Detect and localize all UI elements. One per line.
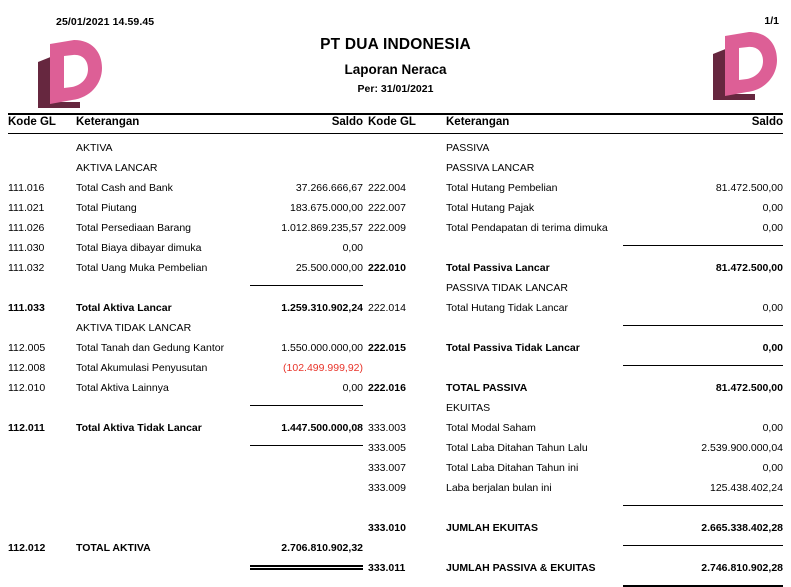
table-section-row: [368, 142, 783, 162]
aktiva-rows: [8, 142, 363, 562]
row-saldo: 1.447.500.000,08: [281, 422, 363, 434]
table-row: [8, 202, 363, 222]
row-keterangan: Total Piutang: [76, 202, 137, 214]
row-kode-gl: 222.007: [368, 202, 406, 214]
table-section-row: [8, 162, 363, 182]
row-kode-gl: 333.007: [368, 462, 406, 474]
row-keterangan: Total Hutang Pembelian: [446, 182, 558, 194]
row-keterangan: Total Hutang Tidak Lancar: [446, 302, 568, 314]
table-row: [8, 542, 363, 562]
row-kode-gl: 222.014: [368, 302, 406, 314]
table-row: [8, 262, 363, 282]
row-saldo: 1.012.869.235,57: [281, 222, 363, 234]
row-keterangan: Total Laba Ditahan Tahun ini: [446, 462, 579, 474]
row-keterangan: Total Biaya dibayar dimuka: [76, 242, 202, 254]
row-kode-gl: 111.026: [8, 222, 45, 234]
row-saldo: 25.500.000,00: [295, 262, 363, 274]
table-row: [8, 382, 363, 402]
row-saldo: 0,00: [762, 222, 783, 234]
row-kode-gl: 333.009: [368, 482, 406, 494]
table-row: [368, 262, 783, 282]
row-keterangan: AKTIVA LANCAR: [76, 162, 158, 174]
table-row-spacer: [8, 282, 363, 302]
aktiva-column-header: [8, 116, 363, 133]
row-kode-gl: 222.015: [368, 342, 406, 354]
row-keterangan: TOTAL AKTIVA: [76, 542, 151, 554]
table-row-spacer: [8, 522, 363, 542]
report-period: Per: 31/01/2021: [357, 82, 434, 95]
table-row-spacer: [368, 322, 783, 342]
table-row: [8, 422, 363, 442]
row-keterangan: PASSIVA TIDAK LANCAR: [446, 282, 568, 294]
row-kode-gl: 111.030: [8, 242, 45, 254]
row-kode-gl: 112.012: [8, 542, 46, 554]
table-row: [368, 522, 783, 542]
row-kode-gl: 222.009: [368, 222, 406, 234]
table-section-row: [368, 282, 783, 302]
table-row-spacer: [8, 442, 363, 462]
row-keterangan: Total Passiva Lancar: [446, 262, 550, 274]
row-keterangan: Total Passiva Tidak Lancar: [446, 342, 580, 354]
row-kode-gl: 111.033: [8, 302, 45, 314]
row-kode-gl: 111.032: [8, 262, 45, 274]
row-kode-gl: 222.010: [368, 262, 406, 274]
table-row-spacer: [8, 402, 363, 422]
row-saldo: 0,00: [762, 342, 783, 354]
row-saldo: 81.472.500,00: [715, 182, 783, 194]
row-kode-gl: 112.008: [8, 362, 46, 374]
header-kode-gl: Kode GL: [368, 116, 416, 128]
row-saldo: 2.665.338.402,28: [701, 522, 783, 534]
row-saldo: 125.438.402,24: [710, 482, 783, 494]
row-kode-gl: 333.010: [368, 522, 406, 534]
table-row-spacer: [8, 462, 363, 482]
table-row: [368, 382, 783, 402]
row-keterangan: Total Persediaan Barang: [76, 222, 191, 234]
row-kode-gl: 112.011: [8, 422, 45, 434]
table-row: [368, 222, 783, 242]
row-keterangan: EKUITAS: [446, 402, 491, 414]
table-row-spacer: [368, 502, 783, 522]
row-keterangan: JUMLAH PASSIVA & EKUITAS: [446, 562, 596, 574]
company-logo-right: [707, 30, 781, 102]
report-title: Laporan Neraca: [344, 62, 447, 78]
row-kode-gl: 222.016: [368, 382, 406, 394]
page-indicator: 1/1: [764, 15, 779, 27]
row-saldo: 0,00: [762, 462, 783, 474]
row-saldo: 1.550.000.000,00: [281, 342, 363, 354]
row-saldo: 0,00: [762, 202, 783, 214]
row-kode-gl: 111.021: [8, 202, 45, 214]
company-name: PT DUA INDONESIA: [320, 36, 471, 53]
row-keterangan: Laba berjalan bulan ini: [446, 482, 552, 494]
row-saldo: (102.499.999,92): [283, 362, 363, 374]
row-saldo: 37.266.666,67: [295, 182, 363, 194]
table-row: [8, 222, 363, 242]
row-keterangan: Total Modal Saham: [446, 422, 536, 434]
row-saldo: 2.706.810.902,32: [281, 542, 363, 554]
row-kode-gl: 111.016: [8, 182, 45, 194]
table-row: [368, 482, 783, 502]
row-keterangan: TOTAL PASSIVA: [446, 382, 528, 394]
header-keterangan: Keterangan: [446, 116, 510, 128]
table-section-row: [8, 322, 363, 342]
row-keterangan: AKTIVA: [76, 142, 113, 154]
passiva-column: [368, 116, 783, 582]
table-row: [8, 182, 363, 202]
row-saldo: 2.539.900.000,04: [701, 442, 783, 454]
row-kode-gl: 222.004: [368, 182, 406, 194]
aktiva-column: [8, 116, 363, 562]
row-kode-gl: 333.003: [368, 422, 406, 434]
table-row: [8, 362, 363, 382]
table-row: [368, 302, 783, 322]
table-row: [368, 422, 783, 442]
table-row: [8, 302, 363, 322]
row-keterangan: Total Hutang Pajak: [446, 202, 535, 214]
row-kode-gl: 333.011: [368, 562, 406, 574]
passiva-rows: [368, 142, 783, 582]
row-keterangan: Total Aktiva Lancar: [76, 302, 172, 314]
table-row: [8, 342, 363, 362]
row-saldo: 0,00: [342, 382, 363, 394]
header-keterangan: Keterangan: [76, 116, 140, 128]
table-row-spacer: [8, 502, 363, 522]
company-logo-left: [32, 38, 106, 110]
report-timestamp: 25/01/2021 14.59.45: [56, 16, 155, 28]
row-keterangan: Total Uang Muka Pembelian: [76, 262, 208, 274]
table-row-spacer: [368, 242, 783, 262]
row-saldo: 1.259.310.902,24: [281, 302, 363, 314]
header-kode-gl: Kode GL: [8, 116, 56, 128]
table-row: [368, 462, 783, 482]
passiva-column-header: [368, 116, 783, 133]
row-keterangan: Total Pendapatan di terima dimuka: [446, 222, 608, 234]
table-row-spacer: [8, 482, 363, 502]
row-kode-gl: 333.005: [368, 442, 406, 454]
row-saldo: 81.472.500,00: [715, 262, 783, 274]
row-keterangan: JUMLAH EKUITAS: [446, 522, 538, 534]
row-keterangan: Total Tanah dan Gedung Kantor: [76, 342, 225, 354]
table-row-spacer: [368, 362, 783, 382]
row-keterangan: AKTIVA TIDAK LANCAR: [76, 322, 192, 334]
table-row: [368, 202, 783, 222]
report-title-block: [0, 36, 791, 95]
table-row-spacer: [368, 542, 783, 562]
total-double-rule: [250, 565, 363, 567]
table-row: [8, 242, 363, 262]
row-saldo: 183.675.000,00: [290, 202, 363, 214]
table-row: [368, 442, 783, 462]
table-top-rule: [8, 113, 783, 115]
header-saldo: Saldo: [751, 116, 783, 128]
row-keterangan: Total Aktiva Lainnya: [76, 382, 169, 394]
row-saldo: 2.746.810.902,28: [701, 562, 783, 574]
row-keterangan: PASSIVA LANCAR: [446, 162, 535, 174]
row-saldo: 0,00: [342, 242, 363, 254]
row-keterangan: Total Laba Ditahan Tahun Lalu: [446, 442, 588, 454]
table-section-row: [8, 142, 363, 162]
table-row: [368, 342, 783, 362]
table-section-row: [368, 162, 783, 182]
row-keterangan: Total Akumulasi Penyusutan: [76, 362, 208, 374]
header-saldo: Saldo: [331, 116, 363, 128]
row-keterangan: PASSIVA: [446, 142, 490, 154]
row-saldo: 0,00: [762, 422, 783, 434]
row-saldo: 81.472.500,00: [715, 382, 783, 394]
row-kode-gl: 112.005: [8, 342, 46, 354]
row-keterangan: Total Cash and Bank: [76, 182, 173, 194]
table-row: [368, 562, 783, 582]
row-keterangan: Total Aktiva Tidak Lancar: [76, 422, 202, 434]
table-section-row: [368, 402, 783, 422]
row-saldo: 0,00: [762, 302, 783, 314]
row-kode-gl: 112.010: [8, 382, 46, 394]
table-row: [368, 182, 783, 202]
